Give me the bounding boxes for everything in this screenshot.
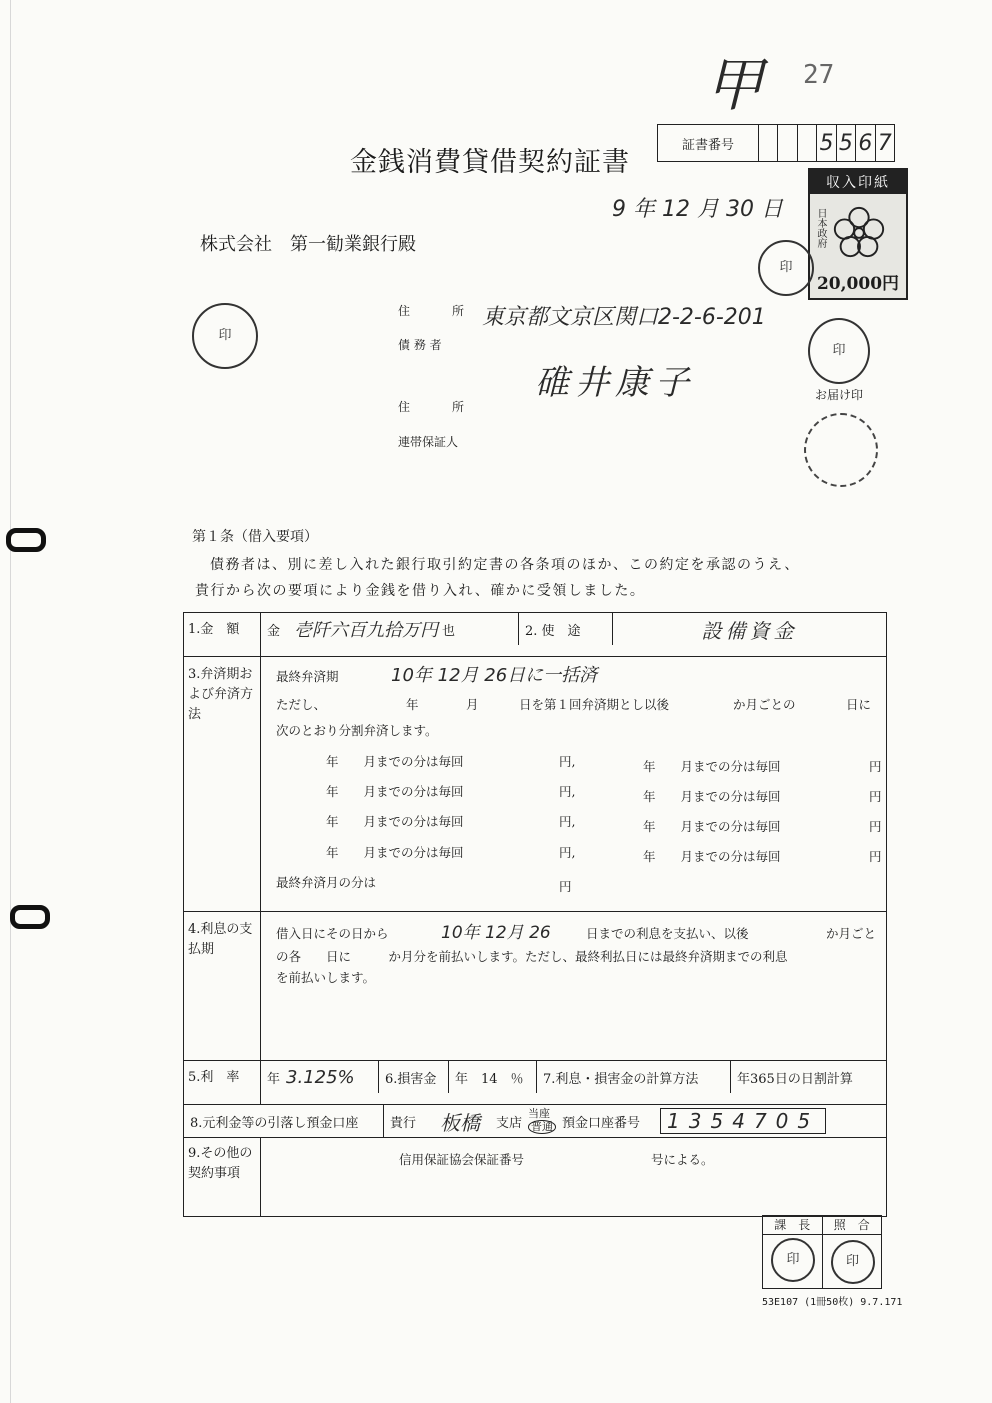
installment-left-yen: 円, (559, 845, 576, 860)
approval-cell-chief (763, 1216, 823, 1288)
cert-label: 証書番号 (658, 125, 759, 161)
cherry-blossom-icon (830, 204, 888, 262)
amount-suffix: 也 (442, 623, 456, 639)
repay-first: 日を第１回弁済期とし以後 (519, 697, 670, 712)
use-value: 設備資金 (701, 618, 798, 643)
approval-box (762, 1215, 882, 1289)
revenue-stamp-side: 日本政府 (815, 208, 826, 248)
cert-digit: 6 (856, 125, 875, 161)
rate-label: 5.利 率 (184, 1061, 261, 1105)
interest-line1c: 日までの利息を支払い、以後 (586, 926, 749, 941)
repay-year: 年 (406, 697, 419, 712)
amount-prefix: 金 (267, 623, 281, 639)
other-terms-text-b: 号による。 (651, 1152, 714, 1167)
seal-stamp-registered: 印 (808, 318, 870, 384)
installment-right: 年 月までの分は毎回 (643, 849, 781, 864)
page-edge (10, 0, 11, 1403)
verify-seal: 印 (831, 1240, 875, 1284)
chief-seal: 印 (771, 1238, 815, 1282)
repay-final-value: 10年 12月 26日に一括済 (391, 665, 598, 686)
installment-right: 年 月までの分は毎回 (643, 819, 781, 834)
form-code: 53E107 (1冊50枚) 9.7.171 (762, 1297, 903, 1308)
repay-months-each: か月ごとの (733, 697, 796, 712)
account-number: 1354705 (660, 1108, 826, 1134)
calc-label: 7.利息・損害金の計算方法 (537, 1061, 731, 1093)
guarantor-address-label: 住 所 (398, 400, 471, 414)
account-bank: 貴行 (390, 1115, 417, 1131)
installment-left-yen: 円, (559, 814, 576, 829)
installment-left: 年 月までの分は毎回 (326, 814, 464, 829)
repay-month: 月 (466, 697, 479, 712)
interest-line3: を前払いします。 (276, 970, 376, 985)
installment-right-yen: 円 (869, 789, 882, 804)
debtor-address: 東京都文京区関口2-2-6-201 (482, 305, 766, 330)
cert-digit: 5 (837, 125, 856, 161)
guarantor-label: 連帯保証人 (398, 435, 459, 449)
interest-label: 4.利息の支払期 (184, 912, 261, 1061)
cert-digit (798, 125, 817, 161)
installment-left-yen: 円, (559, 754, 576, 769)
guarantor-seal-placeholder (804, 413, 878, 487)
account-branch: 板橋 (440, 1110, 481, 1135)
cert-digit: 7 (877, 130, 892, 156)
interest-line1a: 借入日にその日から (276, 926, 389, 941)
installment-right-yen: 円 (869, 849, 882, 864)
installment-right: 年 月までの分は毎回 (643, 759, 781, 774)
revenue-stamp-title: 収入印紙 (810, 170, 906, 194)
repay-final-label: 最終弁済期 (276, 669, 339, 684)
repay-last-yen: 円 (559, 879, 572, 894)
bank-name: 株式会社 第一勧業銀行殿 (200, 234, 416, 255)
seal-caption: お届け印 (815, 388, 864, 402)
revenue-stamp (808, 168, 908, 300)
other-terms-label: 9.その他の契約事項 (184, 1138, 261, 1217)
debtor-label: 債 務 者 (398, 338, 442, 352)
certificate-number-box (657, 124, 895, 162)
article-heading: 第１条（借入要項） (192, 529, 318, 545)
damage-value: 年 14 ％ (449, 1061, 537, 1093)
rate-prefix: 年 (267, 1071, 281, 1087)
cert-digit (759, 125, 778, 161)
repay-day: 日に (846, 697, 872, 712)
account-type-current: 当座 (528, 1107, 551, 1121)
article-body-line2: 貴行から次の要項により金銭を借り入れ、確かに受領しました。 (195, 583, 646, 599)
account-branch-suffix: 支店 (496, 1115, 523, 1131)
installment-left: 年 月までの分は毎回 (326, 784, 464, 799)
other-terms-text-a: 信用保証協会保証番号 (399, 1152, 525, 1167)
loan-terms-table (183, 612, 887, 1217)
interest-line1d: か月ごと (826, 926, 877, 941)
seal-stamp-top: 印 (758, 240, 814, 296)
debtor-address-label: 住 所 (398, 304, 471, 318)
debtor-name: 碓井康子 (535, 363, 695, 403)
repay-however: ただし、 (276, 697, 327, 712)
handwritten-mark: 甲 (705, 51, 764, 119)
account-type-ordinary: 普通 (528, 1120, 556, 1134)
installment-left: 年 月までの分は毎回 (326, 845, 464, 860)
rate-value: 3.125% (286, 1066, 355, 1088)
repay-label: 3.弁済期および弁済方法 (184, 657, 261, 912)
amount-value: 壱阡六百九拾万円 (294, 620, 439, 641)
repay-last-month: 最終弁済月の分は (276, 875, 377, 890)
installment-right: 年 月までの分は毎回 (643, 789, 781, 804)
binding-hole-top (6, 528, 46, 552)
revenue-stamp-amount: 20,000円 (816, 274, 900, 294)
cert-digit (778, 125, 797, 161)
contract-date: 9 年 12 月 30 日 (612, 197, 783, 222)
calc-value: 年365日の日割計算 (737, 1071, 853, 1087)
approval-chief-label: 課 長 (763, 1216, 822, 1235)
installment-left: 年 月までの分は毎回 (326, 754, 464, 769)
account-number-label: 預金口座番号 (562, 1115, 641, 1131)
approval-verify-label: 照 合 (823, 1216, 882, 1235)
repay-split: 次のとおり分割弁済します。 (276, 723, 438, 738)
installment-right-yen: 円 (869, 759, 882, 774)
use-label: 2. 使 途 (519, 613, 613, 645)
installment-right-yen: 円 (869, 819, 882, 834)
damage-label: 6.損害金 (379, 1061, 449, 1093)
article-body-line1: 債務者は、別に差し入れた銀行取引約定書の各条項のほか、この約定を承認のうえ、 (210, 557, 800, 573)
approval-cell-verify (823, 1216, 882, 1288)
cert-digit: 5 (817, 125, 836, 161)
account-label: 8.元利金等の引落し預金口座 (184, 1105, 384, 1137)
interest-line1b: 10年 12月 26 (441, 923, 551, 943)
page-number: 27 (803, 60, 835, 90)
installment-left-yen: 円, (559, 784, 576, 799)
document-title: 金銭消費貸借契約証書 (350, 147, 630, 178)
amount-label: 1.金 額 (184, 613, 261, 657)
seal-stamp-left: 印 (192, 303, 258, 369)
binding-hole-bottom (10, 905, 50, 929)
interest-line2: の各 日に か月分を前払いします。ただし、最終利払日には最終弁済期までの利息 (276, 949, 788, 964)
